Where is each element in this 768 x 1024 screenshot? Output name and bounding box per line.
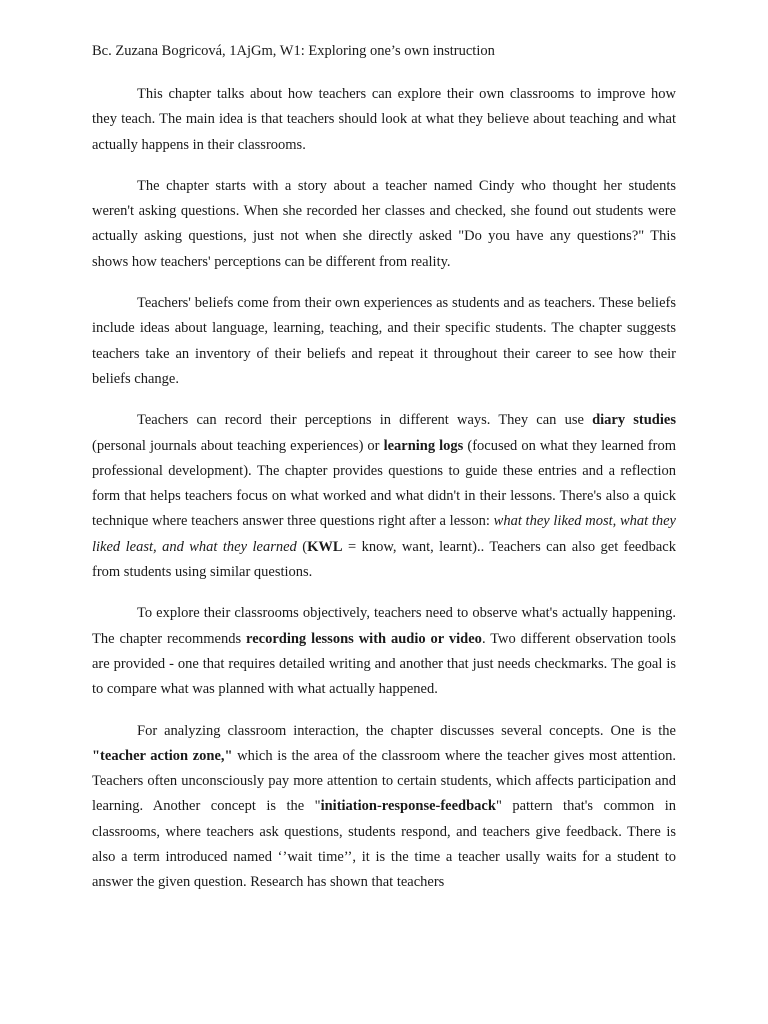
text-run: The chapter starts with a story about a teacher named Cindy who thought her students weren't asking questions. When she recorded her classes and checked, she found out students were actually asking questions, just not when she directly asked "Do you have any questions?" This shows how teachers' perceptions can be different from reality.: [92, 177, 676, 270]
text-run: which is the area of the classroom where the teacher gives most attention. Teachers often unconsciously pay more attention to certain students, which affects participation and learning. Another concept is the ": [92, 747, 676, 815]
text-run: To explore their classrooms objectively, teachers need to observe what's actually happening. The chapter recommends: [92, 605, 676, 647]
paragraph-recording-perceptions: [92, 408, 676, 585]
paragraph-intro: [92, 82, 676, 158]
text-run: (: [296, 538, 308, 555]
bold-term-diary-studies: diary studies: [592, 412, 676, 429]
document-page: [92, 40, 676, 912]
paragraph-beliefs: [92, 291, 676, 392]
text-run: This chapter talks about how teachers can explore their own classrooms to improve how they teach. The main idea is that teachers should look at what they believe about teaching and what actually happens in their classrooms.: [92, 86, 676, 153]
bold-term-learning-logs: learning logs: [383, 437, 464, 454]
text-run: (personal journals about teaching experiences) or: [92, 437, 384, 454]
text-run: = know, want, learnt).. Teachers can also get feedback from students using similar questions.: [92, 538, 676, 581]
text-run: (focused on what they learned from professional development). The chapter provides questions to guide these entries and a reflection form that helps teachers focus on what worked and what didn't in their lessons. There's also a quick technique where teachers answer three questions right after a lesson:: [92, 437, 676, 530]
text-run: Teachers can record their perceptions in different ways. They can use: [137, 412, 593, 429]
paragraph-interaction: [92, 719, 676, 896]
italic-questions: what they liked most, what they liked least, and what they learned: [92, 513, 676, 555]
bold-term-teacher-action-zone: "teacher action zone,": [92, 747, 233, 764]
document-header: Bc. Zuzana Bogricová, 1AjGm, W1: Exploring one’s own instruction: [92, 43, 495, 59]
bold-term-irf: initiation-response-feedback: [320, 798, 496, 815]
text-run: . Two different observation tools are provided - one that requires detailed writing and another that just needs checkmarks. The goal is to compare what was planned with what actually happened.: [92, 630, 677, 698]
paragraph-cindy-story: [92, 174, 676, 275]
text-run: For analyzing classroom interaction, the chapter discusses several concepts. One is the: [137, 722, 676, 739]
bold-term-recording-lessons: recording lessons with audio or video: [246, 630, 482, 647]
bold-term-kwl: KWL: [307, 538, 343, 555]
text-run: " pattern that's common in classrooms, where teachers ask questions, students respond, and teachers give feedback. There is also a term introduced named ‘’wait time’’, it is the time a teacher usally waits for a student to answer the given question. Research has shown that teachers: [92, 798, 676, 891]
text-run: Teachers' beliefs come from their own experiences as students and as teachers. These beliefs include ideas about language, learning, teaching, and their specific students. The chapter suggests teachers take an inventory of their beliefs and repeat it throughout their career to see how their beliefs change.: [92, 295, 676, 387]
paragraph-observation: [92, 601, 676, 702]
